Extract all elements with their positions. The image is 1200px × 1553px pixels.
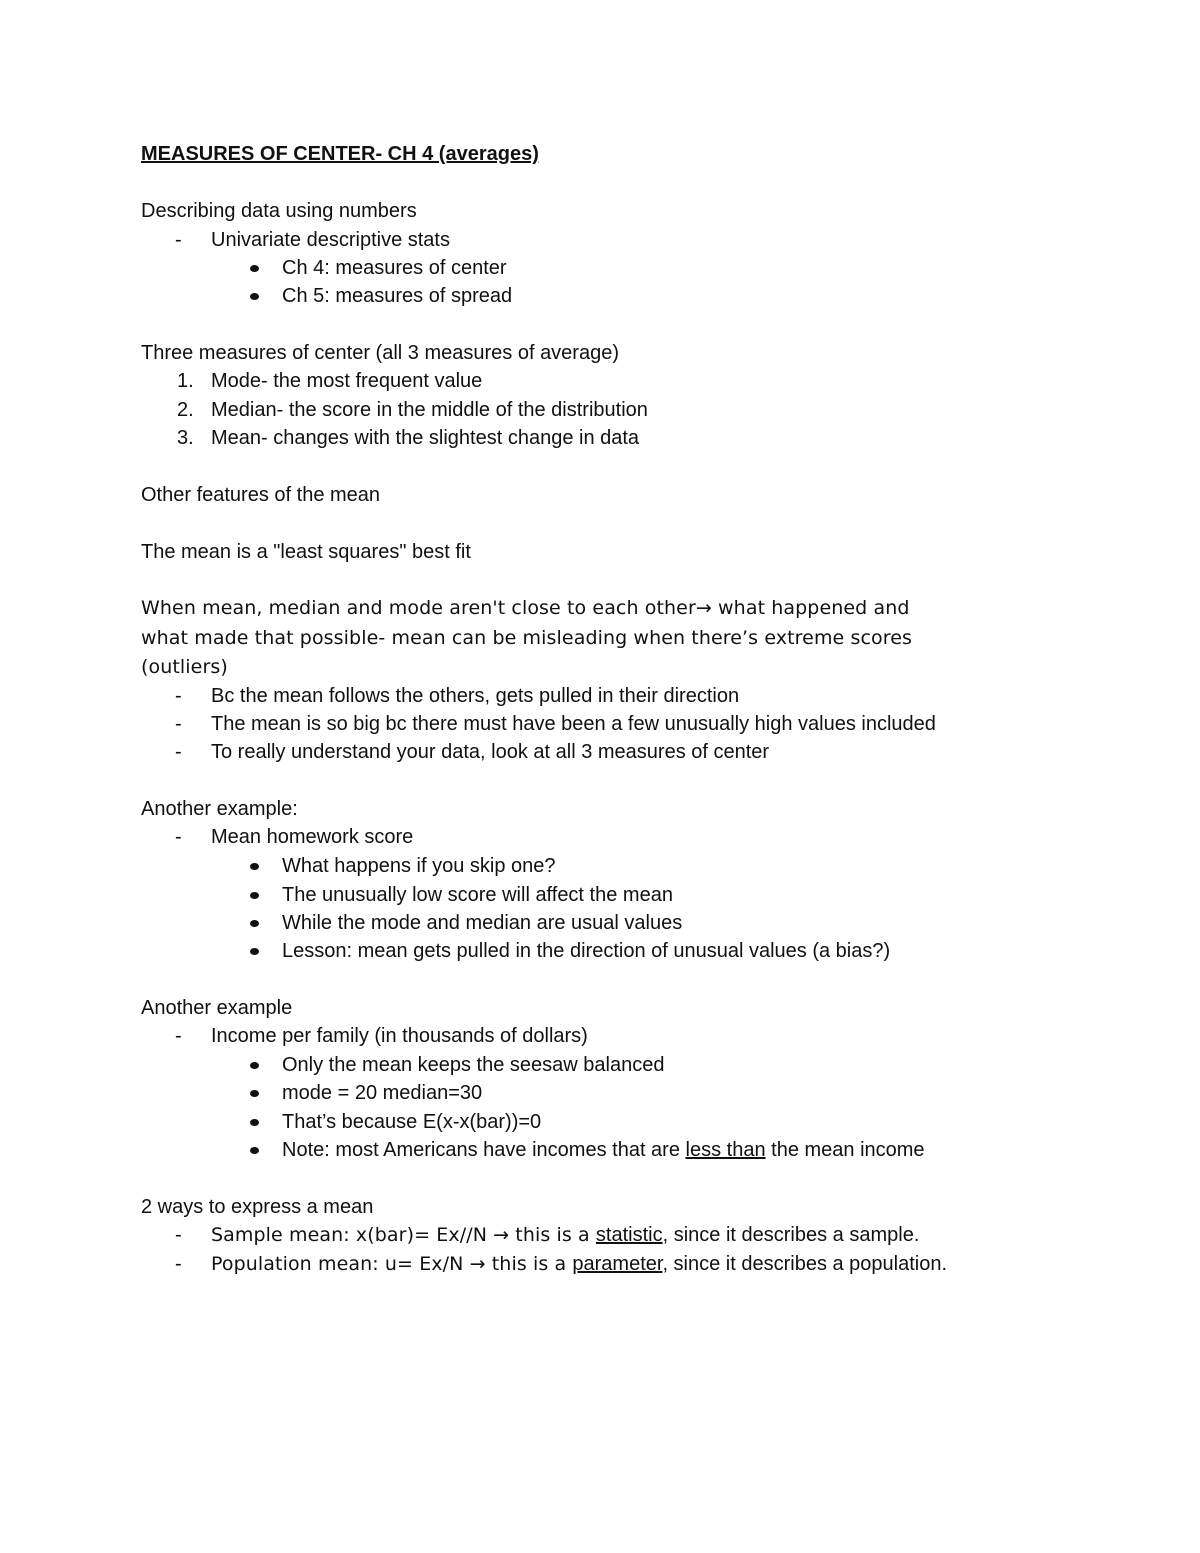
bullet-icon (250, 883, 260, 893)
dash-item-text (211, 1223, 919, 1247)
section-heading: Another example (141, 997, 293, 1019)
bullet-text: Only the mean keeps the seesaw balanced (282, 1054, 665, 1076)
bullet-icon (250, 284, 260, 294)
bullet-text: While the mode and median are usual values (282, 912, 683, 934)
bullet-text: What happens if you skip one? (282, 855, 556, 877)
sample-mean-text: Sample mean: x(bar)= Ex//N → this is a (211, 1224, 596, 1246)
paragraph-line: When mean, median and mode aren't close to each other→ what happened and (141, 597, 910, 619)
population-mean-text-post: , since it describes a population. (662, 1253, 948, 1275)
section-heading: Describing data using numbers (141, 200, 417, 222)
bullet-text (282, 1138, 925, 1162)
section-heading: 2 ways to express a mean (141, 1196, 374, 1218)
dash-marker: - (175, 685, 182, 707)
note-text-post: the mean income (765, 1139, 925, 1161)
bullet-icon (250, 1138, 260, 1148)
dash-item-text: Bc the mean follows the others, gets pulled in their direction (211, 685, 740, 707)
paragraph-line: what made that possible- mean can be misleading when there’s extreme scores (141, 627, 913, 649)
bullet-text: Lesson: mean gets pulled in the direction of unusual values (a bias?) (282, 940, 891, 962)
bullet-text: Ch 4: measures of center (282, 257, 507, 279)
section-heading: Other features of the mean (141, 484, 381, 506)
section-heading: The mean is a "least squares" best fit (141, 541, 471, 563)
item-text: Median- the score in the middle of the distribution (211, 399, 648, 421)
section-heading: Another example: (141, 798, 298, 820)
bullet-text: The unusually low score will affect the mean (282, 884, 673, 906)
section-heading: Three measures of center (all 3 measures of average) (141, 342, 619, 364)
bullet-text: mode = 20 median=30 (282, 1082, 483, 1104)
paragraph-line: (outliers) (141, 656, 228, 678)
note-underlined-text: less than (685, 1139, 766, 1161)
bullet-text: That’s because E(x-x(bar))=0 (282, 1111, 542, 1133)
dash-marker: - (175, 1253, 182, 1275)
dash-marker: - (175, 1224, 182, 1246)
dash-item-text: The mean is so big bc there must have been a few unusually high values included (211, 713, 936, 735)
item-text: Mode- the most frequent value (211, 370, 483, 392)
item-number: 2. (177, 399, 194, 421)
dash-item-text: Mean homework score (211, 826, 414, 848)
bullet-icon (250, 1110, 260, 1120)
page-title: MEASURES OF CENTER- CH 4 (averages) (141, 143, 539, 165)
dash-marker: - (175, 229, 182, 251)
population-mean-text: Population mean: u= Ex/N → this is a (211, 1253, 573, 1275)
item-text: Mean- changes with the slightest change in data (211, 427, 640, 449)
bullet-icon (250, 854, 260, 864)
bullet-icon (250, 939, 260, 949)
bullet-icon (250, 256, 260, 266)
dash-marker: - (175, 741, 182, 763)
bullet-icon (250, 1053, 260, 1063)
bullet-icon (250, 1081, 260, 1091)
item-number: 1. (177, 370, 194, 392)
parameter-underlined-text: parameter (572, 1253, 663, 1275)
sample-mean-text-post: , since it describes a sample. (662, 1224, 920, 1246)
statistic-underlined-text: statistic (595, 1224, 663, 1246)
dash-item-text: Univariate descriptive stats (211, 229, 450, 251)
note-text-pre: Note: most Americans have incomes that are (282, 1139, 686, 1161)
dash-marker: - (175, 713, 182, 735)
bullet-text: Ch 5: measures of spread (282, 285, 513, 307)
dash-item-text (211, 1252, 947, 1276)
dash-marker: - (175, 826, 182, 848)
dash-item-text: To really understand your data, look at all 3 measures of center (211, 741, 770, 763)
dash-marker: - (175, 1025, 182, 1047)
bullet-icon (250, 911, 260, 921)
item-number: 3. (177, 427, 194, 449)
dash-item-text: Income per family (in thousands of dollars) (211, 1025, 588, 1047)
